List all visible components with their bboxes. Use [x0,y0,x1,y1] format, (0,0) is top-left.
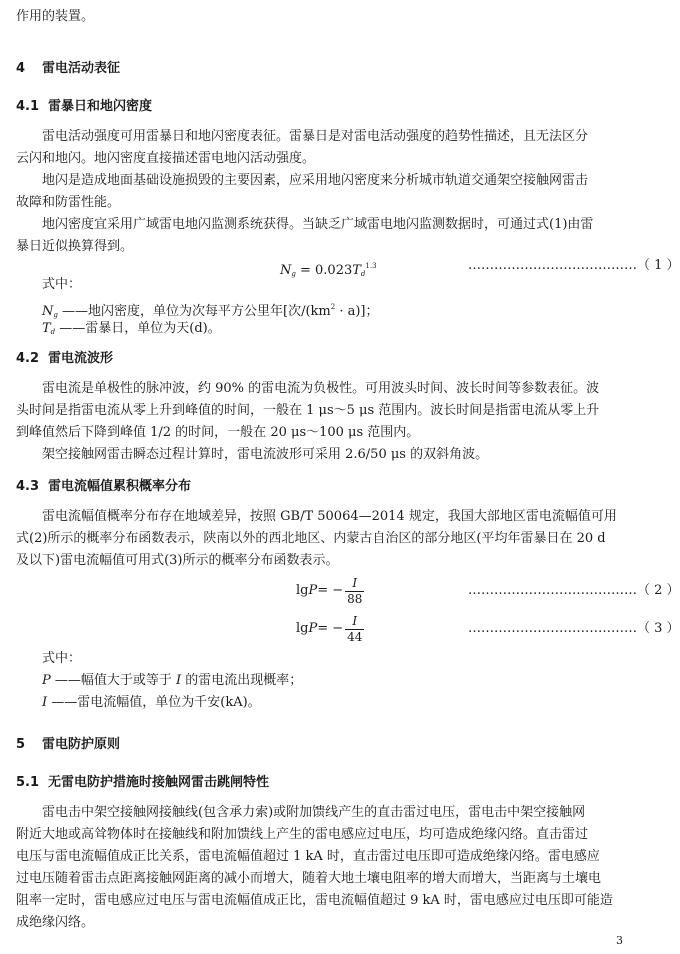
section-title: 雷电流波形 [48,351,114,366]
variable-symbol: T [42,321,51,336]
eq-operator: = − [317,621,344,636]
paragraph-line: 云闪和地闪。地闪密度直接描述雷电地闪活动强度。 [16,151,316,166]
paragraph-line: 到峰值然后下降到峰值 1/2 的时间，一般在 20 μs～100 μs 范围内。 [16,425,420,440]
section-title: 雷电活动表征 [42,61,121,76]
where-label: 式中： [42,277,82,292]
section-4-3-heading [16,478,640,496]
variable-subscript: d [50,328,56,336]
section-title: 雷电防护原则 [42,737,121,752]
eq-exponent: 1.3 [365,262,377,270]
variable-symbol: P [42,673,51,688]
section-number: 4 [16,61,26,76]
paragraph-line: 地闪是造成地面基础设施损毁的主要因素，应采用地闪密度来分析城市轨道交通架空接触网雷击 [42,173,589,188]
paragraph-line: 雷电击中架空接触网接触线(包含承力索)或附加馈线产生的直击雷过电压，雷电击中架空接触网 [42,805,586,820]
paragraph-line: 架空接触网雷击瞬态过程计算时，雷电流波形可采用 2.6/50 μs 的双斜角波。 [42,447,489,462]
paragraph-line: 式(2)所示的概率分布函数表示，陕南以外的西北地区、内蒙古自治区的部分地区(平均年雷暴日在 20 d [16,531,606,546]
section-4-1-heading [16,98,640,116]
variable-description: · a)]； [335,304,379,319]
eq-function: lg [296,621,309,636]
variable-symbol: I [42,695,48,710]
paragraph-line: 电压与雷电流幅值成正比关系，雷电流幅值超过 1 kA 时，直击雷过电压即可造成绝缘闪络。雷电感应 [16,849,600,864]
section-number: 4.3 [16,479,40,494]
equation-2 [296,574,364,608]
variable-symbol: I [176,673,182,688]
variable-description: ——地闪密度，单位为次每平方公里年[次/(km [57,304,331,319]
eq-numerator: I [345,576,364,592]
paragraph-line: 雷电流幅值概率分布存在地域差异，按照 GB/T 50064—2014 规定，我国大部地区雷电流幅值可用 [42,509,617,524]
continuation-text: 作用的装置。 [16,9,95,24]
section-title: 雷暴日和地闪密度 [48,99,153,114]
eq-symbol: N [280,263,292,278]
paragraph-line: 雷电活动强度可用雷暴日和地闪密度表征。雷暴日是对雷电活动强度的趋势性描述，且无法区分 [42,129,589,144]
section-number: 4.1 [16,99,40,114]
variable-definition-i [42,694,261,712]
eq-subscript: g [291,270,296,278]
eq-coefficient: = 0.023 [295,263,353,278]
eq-symbol: P [308,583,318,598]
paragraph-line: 暴日近似换算得到。 [16,239,134,254]
equation-number-2: …………………………………（ 2 ） [468,583,680,598]
eq-operator: = − [317,583,344,598]
variable-description: ——雷暴日，单位为天(d)。 [55,321,221,336]
variable-symbol: N [42,304,54,319]
section-number: 5 [16,737,26,752]
section-5-heading [16,736,640,754]
unit-exponent: 2 [330,303,336,311]
variable-definition-td [42,320,221,341]
eq-denominator: 44 [347,629,363,644]
section-4-heading [16,60,640,78]
paragraph-line: 及以下)雷电流幅值可用式(3)所示的概率分布函数表示。 [16,553,339,568]
variable-definition-p [42,672,302,690]
paragraph-line: 雷电流是单极性的脉冲波，约 90% 的雷电流为负极性。可用波头时间、波长时间等参数表征。波 [42,381,600,396]
page-number: 3 [616,934,623,947]
paragraph-line: 阻率一定时，雷电感应过电压与雷电流幅值成正比，雷电流幅值超过 9 kA 时，雷电感应过电压即可能造 [16,893,613,908]
variable-description: 的雷电流出现概率； [181,673,303,688]
eq-denominator: 88 [347,591,363,606]
variable-description: ——幅值大于或等于 [50,673,177,688]
eq-symbol: T [352,263,361,278]
eq-numerator: I [345,614,364,630]
section-4-2-heading [16,350,640,368]
paragraph-line: 头时间是指雷电流从零上升到峰值的时间，一般在 1 μs～5 μs 范围内。波长时间是指雷电流从零上升 [16,403,600,418]
paragraph-line: 成绝缘闪络。 [16,915,95,930]
eq-fraction [345,576,364,607]
eq-fraction [345,614,364,645]
equation-number-3: …………………………………（ 3 ） [468,621,680,636]
variable-subscript: g [53,311,58,319]
paragraph-line: 故障和防雷性能。 [16,195,121,210]
equation-number-1: …………………………………（ 1 ） [468,258,680,273]
eq-symbol: P [308,621,318,636]
section-title: 无雷电防护措施时接触网雷击跳闸特性 [48,775,270,790]
where-label: 式中： [42,651,82,666]
section-number: 5.1 [16,775,40,790]
section-number: 4.2 [16,351,40,366]
equation-1 [280,257,377,283]
eq-subscript: d [360,270,366,278]
paragraph-line: 附近大地或高耸物体时在接触线和附加馈线上产生的雷电感应过电压，均可造成绝缘闪络。直击雷过 [16,827,589,842]
variable-description: ——雷电流幅值，单位为千安(kA)。 [47,695,261,710]
paragraph-line: 过电压随着雷击点距离接触网距离的减小而增大，随着大地土壤电阻率的增大而增大，当距离与土壤电 [16,871,602,886]
section-title: 雷电流幅值累积概率分布 [48,479,192,494]
section-5-1-heading [16,774,640,792]
equation-3 [296,612,364,646]
eq-function: lg [296,583,309,598]
paragraph-line: 地闪密度宜采用广域雷电地闪监测系统获得。当缺乏广域雷电地闪监测数据时，可通过式(1)由雷 [42,217,594,232]
